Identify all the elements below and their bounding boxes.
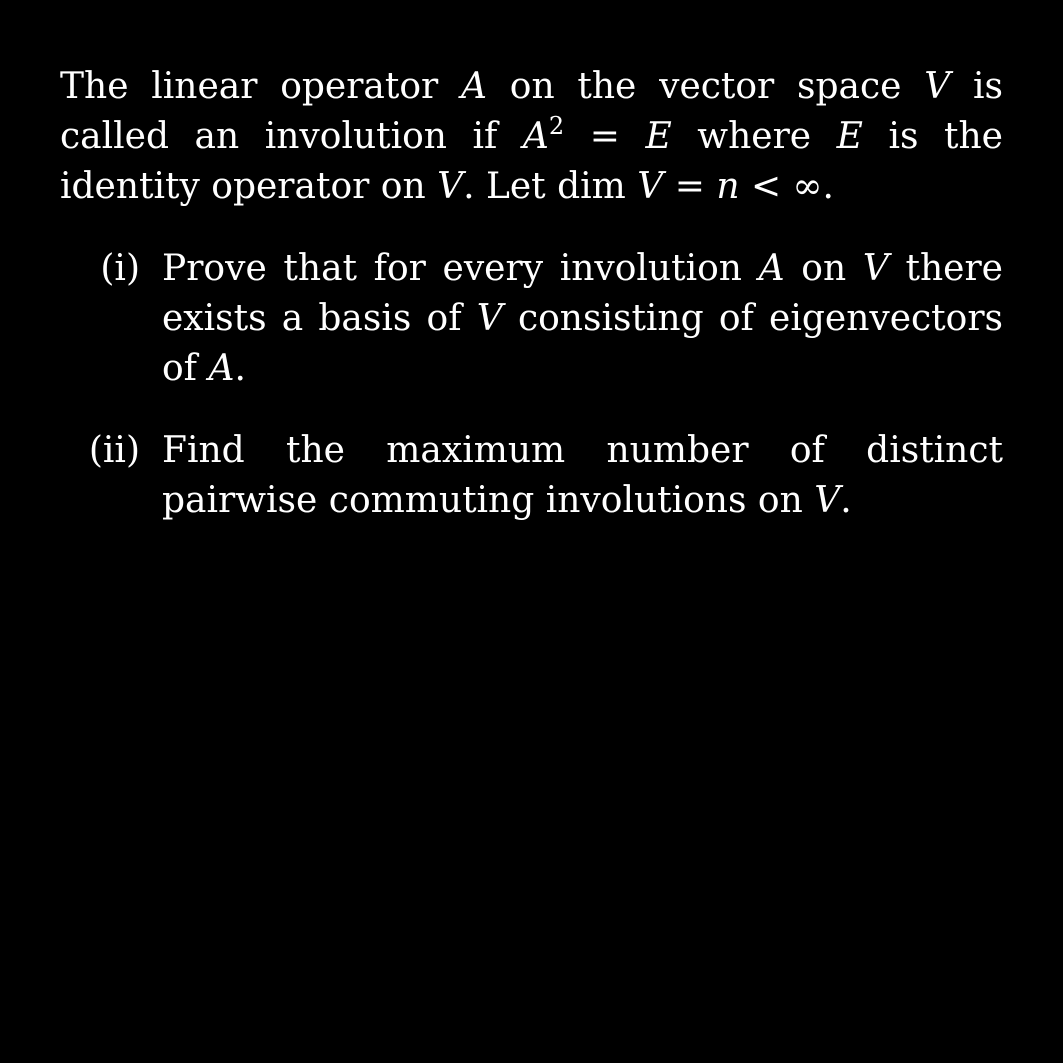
- part-label: (ii): [88, 430, 140, 471]
- math-variable: V: [814, 480, 841, 521]
- problem-statement: [60, 62, 1003, 558]
- problem-parts-list: [60, 244, 1003, 526]
- part-label: (i): [100, 248, 140, 289]
- problem-part-i: [60, 244, 1003, 394]
- math-variable: A: [208, 348, 235, 389]
- math-variable: E: [645, 116, 672, 157]
- math-variable: V: [437, 166, 464, 207]
- math-variable: n: [716, 166, 740, 207]
- intro-text: < ∞.: [750, 166, 834, 207]
- intro-paragraph: [60, 62, 1003, 212]
- part-text: Prove that for every involution A on V there exists a basis of V consisting of eigenvectors of A.: [162, 248, 1004, 389]
- intro-text: where: [697, 116, 812, 157]
- intro-text: on the vector space: [509, 66, 902, 107]
- math-operator: =: [589, 116, 620, 157]
- math-variable: A: [758, 248, 785, 289]
- intro-text: is the identity operator on: [60, 116, 1003, 207]
- problem-part-ii: [60, 426, 1003, 526]
- math-variable: V: [924, 66, 951, 107]
- math-exponent: 2: [548, 112, 565, 140]
- math-variable: V: [637, 166, 664, 207]
- math-variable: V: [476, 298, 503, 339]
- intro-text: . Let dim: [463, 166, 626, 207]
- math-variable: A: [461, 66, 488, 107]
- math-operator: =: [674, 166, 705, 207]
- math-variable: V: [862, 248, 889, 289]
- intro-text: The linear operator: [60, 66, 439, 107]
- math-variable: E: [836, 116, 863, 157]
- intro-text: is called an involution if: [60, 66, 1003, 157]
- part-text: Find the maximum number of distinct pairwise commuting involutions on V.: [162, 430, 1003, 521]
- math-variable: A: [522, 116, 549, 157]
